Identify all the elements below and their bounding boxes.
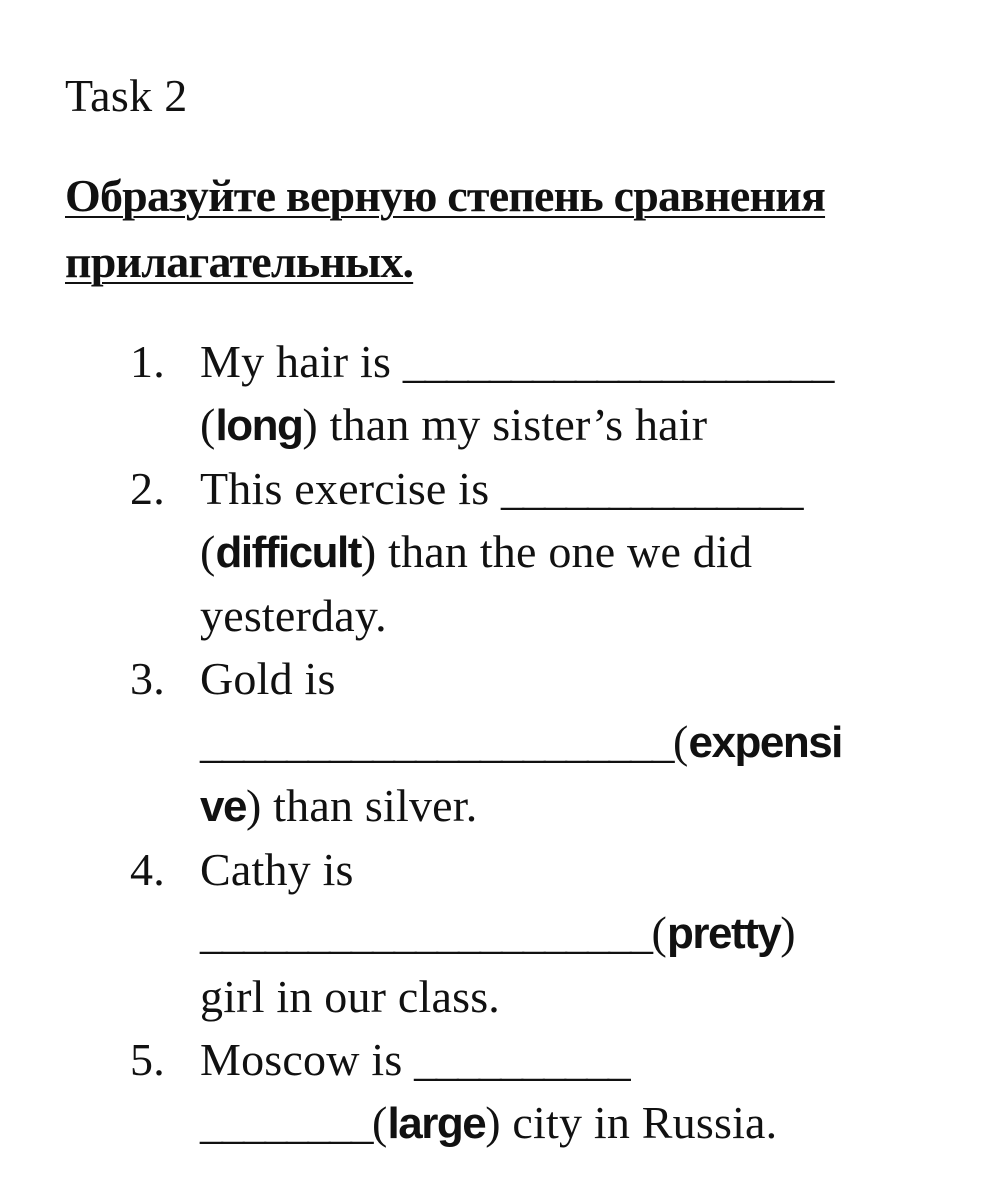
exercise-line [200,965,940,1028]
exercise-item [0,838,1004,1028]
answer-blank[interactable]: ____________________ [402,336,833,387]
exercise-line [200,330,940,393]
task-title: Task 2 [65,70,188,121]
exercise-text [200,330,940,457]
hint-close-paren: ) [360,526,377,577]
sentence-text: Cathy is [200,844,354,895]
hint-open-paren: ( [651,907,668,958]
sentence-text: city in Russia. [500,1097,778,1148]
answer-blank[interactable]: ________ [200,1097,372,1148]
hint-close-paren: ) [245,780,262,831]
sentence-text: Moscow is [200,1034,415,1085]
hint-close-paren: ) [780,907,796,958]
exercise-list [0,330,1004,1155]
answer-blank[interactable]: _____________________ [200,907,652,958]
exercise-number: 3. [130,653,165,704]
exercise-line [200,1091,940,1155]
exercise-line [200,710,940,774]
sentence-text: girl in our class. [200,971,500,1022]
hint-word: long [215,401,303,450]
exercise-line [200,774,940,838]
hint-close-paren: ) [302,399,318,450]
sentence-text: My hair is [200,336,403,387]
exercise-item [0,1028,1004,1155]
answer-blank[interactable]: ______________________ [200,716,673,767]
hint-word: ve [200,782,246,831]
exercise-line [200,901,940,965]
hint-word: large [387,1099,486,1148]
exercise-number: 4. [130,844,165,895]
sentence-text: than my sister’s hair [317,399,708,450]
exercise-item [0,457,1004,647]
task-instruction: Образуйте верную степень сравнения прилагательных. [65,170,826,287]
exercise-line [200,838,940,901]
sentence-text: than the one we did [376,526,753,577]
exercise-item [0,647,1004,838]
exercise-text [200,1028,940,1155]
exercise-line [200,520,940,584]
exercise-number: 1. [130,336,165,387]
exercise-text [200,838,940,1028]
sentence-text: yesterday. [200,590,387,641]
hint-open-paren: ( [673,716,689,767]
exercise-text [200,647,940,838]
hint-word: pretty [667,909,781,958]
hint-close-paren: ) [485,1097,501,1148]
hint-word: expensi [688,718,842,767]
exercise-number: 2. [130,463,165,514]
hint-open-paren: ( [372,1097,388,1148]
sentence-text: Gold is [200,653,336,704]
answer-blank[interactable]: __________ [414,1034,630,1085]
exercise-line [200,457,940,520]
exercise-line [200,584,940,647]
exercise-line [200,647,940,710]
exercise-item [0,330,1004,457]
hint-word: difficult [215,528,361,577]
hint-open-paren: ( [200,399,216,450]
exercise-number: 5. [130,1034,165,1085]
exercise-line [200,1028,940,1091]
answer-blank[interactable]: ______________ [501,463,803,514]
sentence-text: This exercise is [200,463,502,514]
exercise-text [200,457,940,647]
hint-open-paren: ( [200,526,216,577]
exercise-line [200,393,940,457]
sentence-text: than silver. [261,780,478,831]
